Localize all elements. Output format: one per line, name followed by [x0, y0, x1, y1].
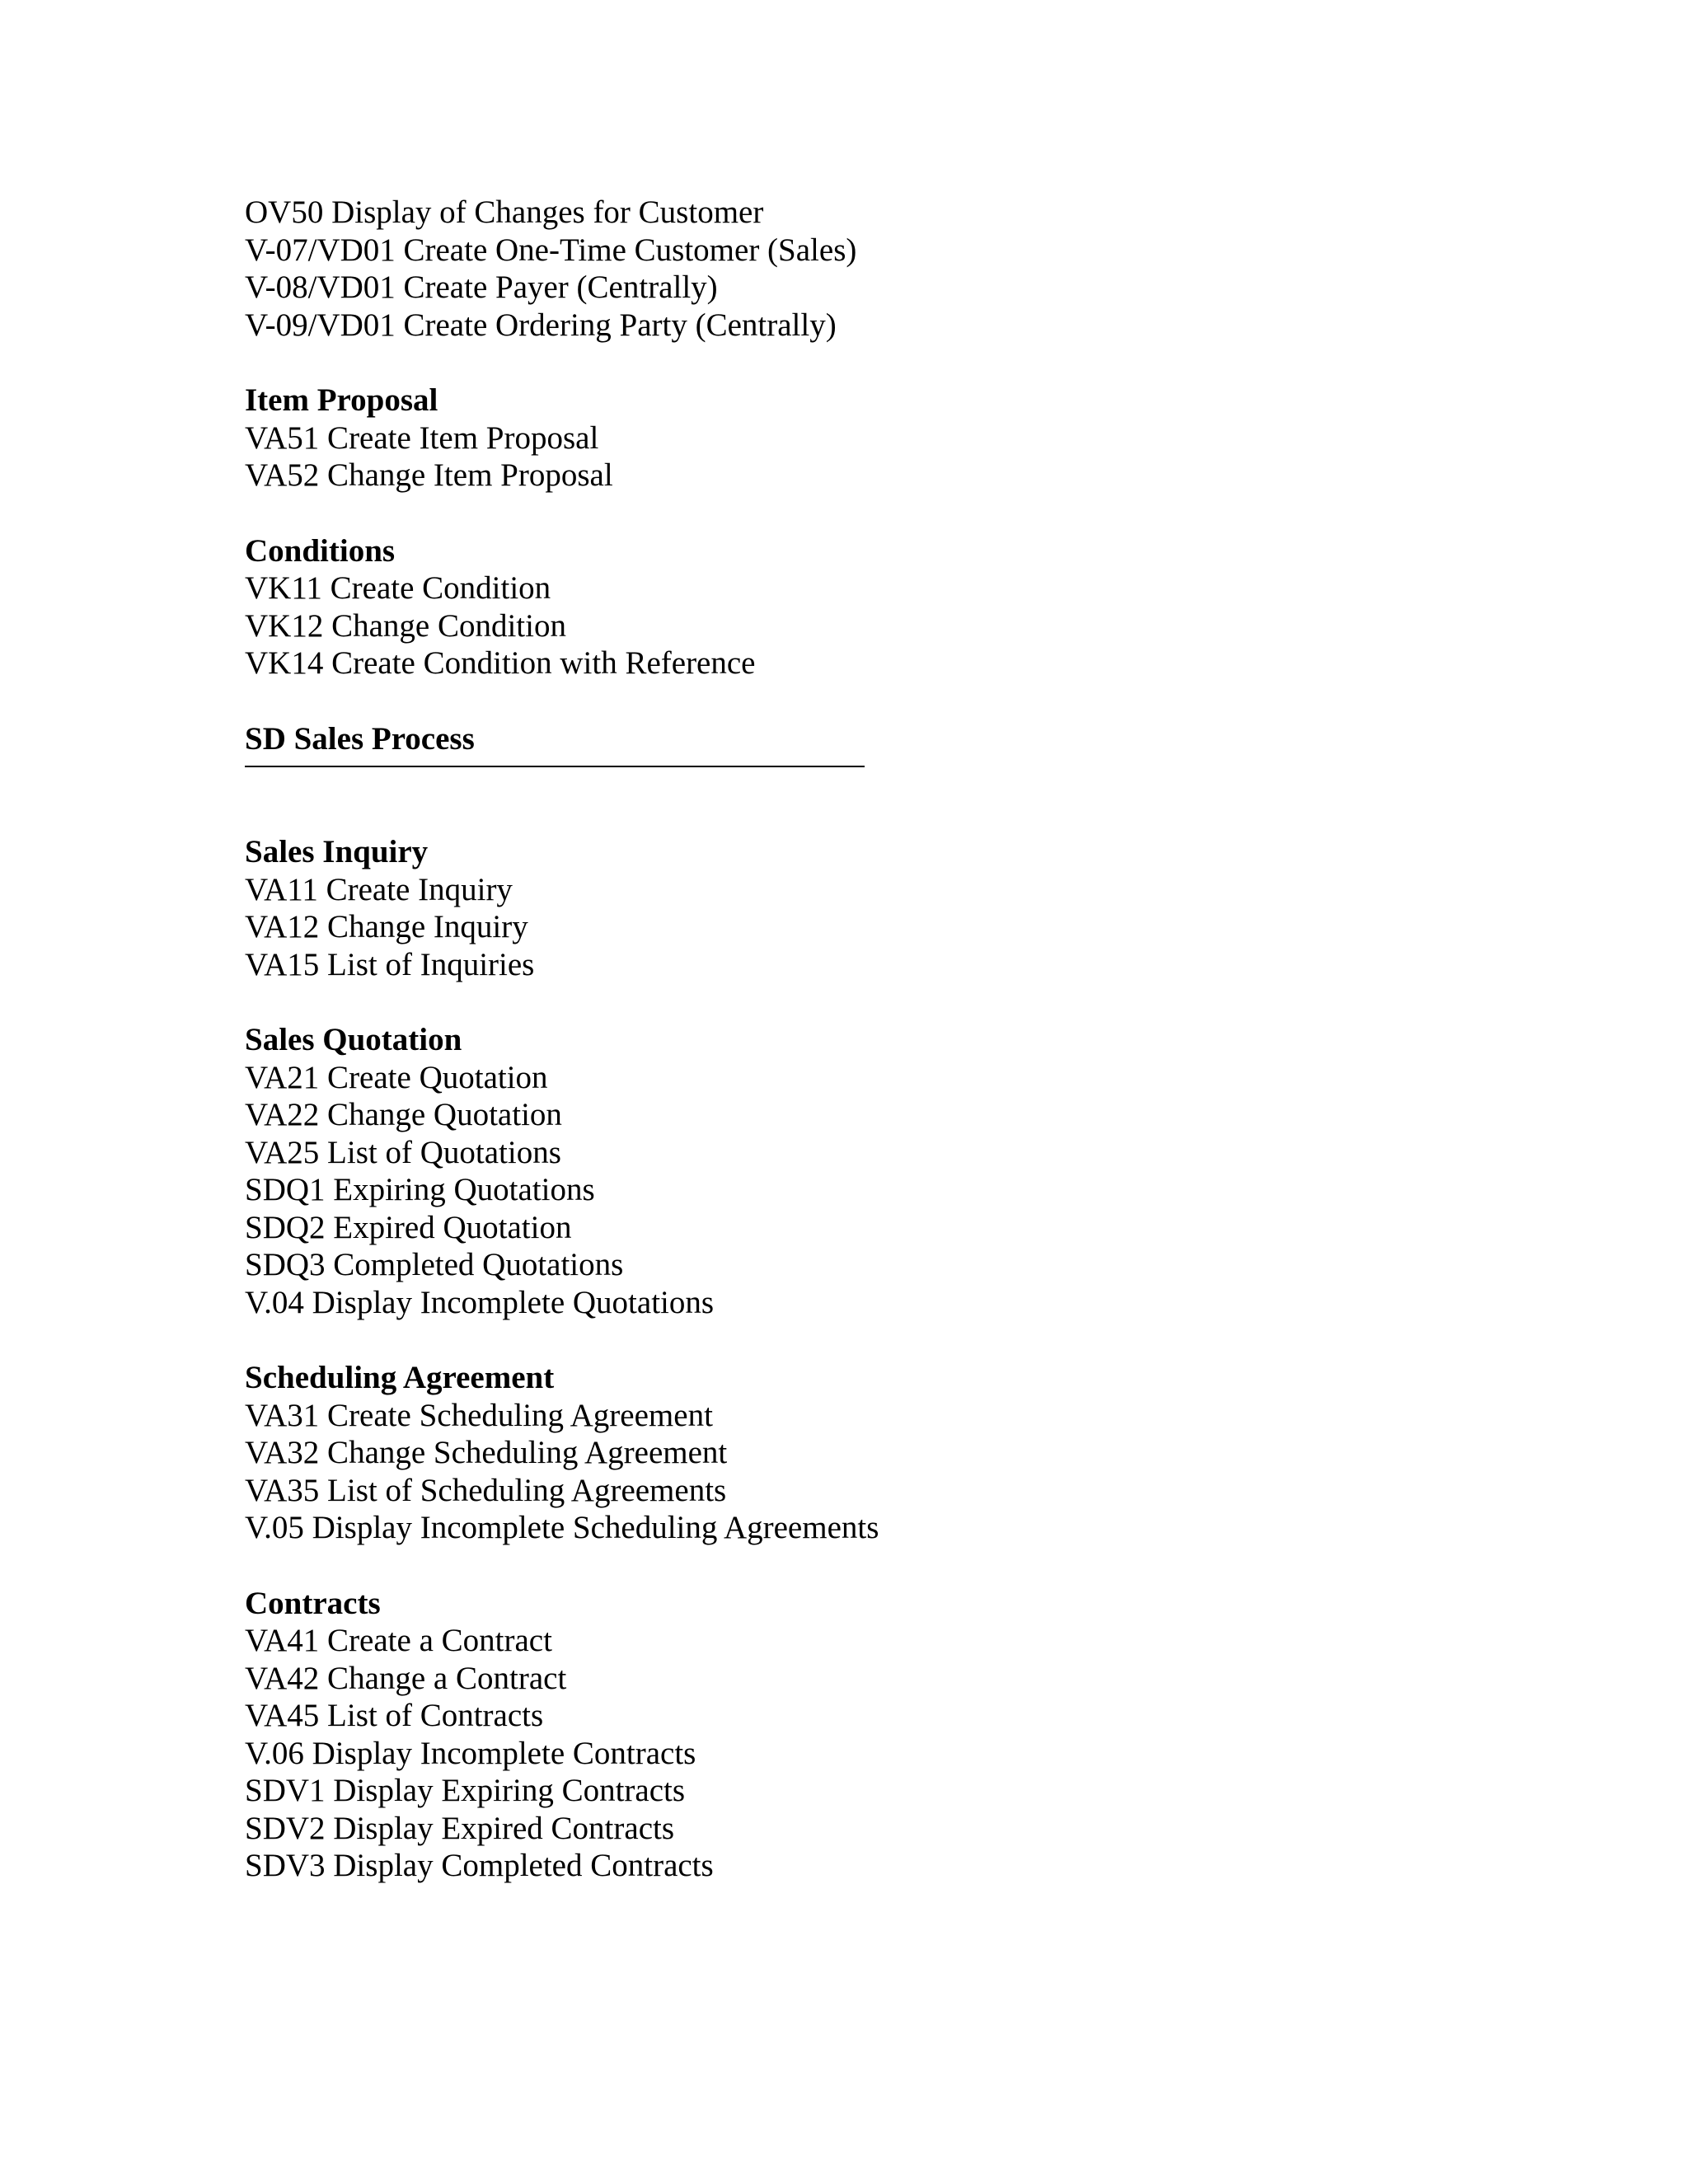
- transaction-line: V.06 Display Incomplete Contracts: [245, 1735, 696, 1771]
- section-gap: [245, 494, 1481, 532]
- transaction-line: V-08/VD01 Create Payer (Centrally): [245, 269, 718, 305]
- section-gap: [245, 1321, 1481, 1359]
- transaction-line: SDV2 Display Expired Contracts: [245, 1810, 675, 1846]
- transaction-line: VA52 Change Item Proposal: [245, 457, 613, 493]
- section-heading-scheduling-agreement: Scheduling Agreement: [245, 1360, 555, 1395]
- section-heading-sd-sales-process: SD Sales Process: [245, 720, 475, 757]
- transaction-line: VA12 Change Inquiry: [245, 909, 528, 944]
- transaction-line: VA11 Create Inquiry: [245, 871, 513, 907]
- transaction-line: VA42 Change a Contract: [245, 1660, 567, 1696]
- transaction-line: VK11 Create Condition: [245, 570, 551, 606]
- transaction-line: SDV1 Display Expiring Contracts: [245, 1773, 686, 1808]
- section-heading-item-proposal: Item Proposal: [245, 382, 438, 418]
- transaction-line: SDQ1 Expiring Quotations: [245, 1172, 595, 1207]
- transaction-line: V.05 Display Incomplete Scheduling Agreements: [245, 1510, 879, 1545]
- transaction-line: VA35 List of Scheduling Agreements: [245, 1472, 727, 1508]
- transaction-line: VA22 Change Quotation: [245, 1097, 562, 1132]
- section-heading-sales-inquiry: Sales Inquiry: [245, 834, 429, 869]
- section-gap: [245, 682, 1481, 720]
- transaction-line: VA31 Create Scheduling Agreement: [245, 1397, 713, 1433]
- horizontal-rule: [245, 766, 865, 767]
- transaction-line: VA25 List of Quotations: [245, 1134, 561, 1170]
- transaction-line: SDV3 Display Completed Contracts: [245, 1848, 714, 1883]
- section-heading-conditions: Conditions: [245, 532, 396, 569]
- section-gap: [245, 983, 1481, 1021]
- transaction-line: VA15 List of Inquiries: [245, 946, 535, 982]
- transaction-line: V.04 Display Incomplete Quotations: [245, 1284, 715, 1320]
- section-heading-contracts: Contracts: [245, 1585, 381, 1621]
- transaction-line: SDQ3 Completed Quotations: [245, 1247, 624, 1282]
- transaction-line: VK14 Create Condition with Reference: [245, 645, 756, 681]
- transaction-line: VA32 Change Scheduling Agreement: [245, 1435, 728, 1470]
- transaction-line: VA41 Create a Contract: [245, 1623, 552, 1658]
- transaction-line: OV50 Display of Changes for Customer: [245, 194, 764, 230]
- section-gap: [245, 344, 1481, 382]
- document-body: [245, 194, 1481, 1885]
- section-gap: [245, 1547, 1481, 1585]
- transaction-line: VA21 Create Quotation: [245, 1059, 548, 1095]
- transaction-line: VA45 List of Contracts: [245, 1698, 544, 1733]
- transaction-line: V-07/VD01 Create One-Time Customer (Sales): [245, 232, 857, 268]
- transaction-line: SDQ2 Expired Quotation: [245, 1209, 572, 1245]
- transaction-line: VK12 Change Condition: [245, 607, 566, 644]
- transaction-line: V-09/VD01 Create Ordering Party (Centrally): [245, 307, 837, 343]
- transaction-line: VA51 Create Item Proposal: [245, 419, 599, 456]
- section-heading-sales-quotation: Sales Quotation: [245, 1022, 462, 1057]
